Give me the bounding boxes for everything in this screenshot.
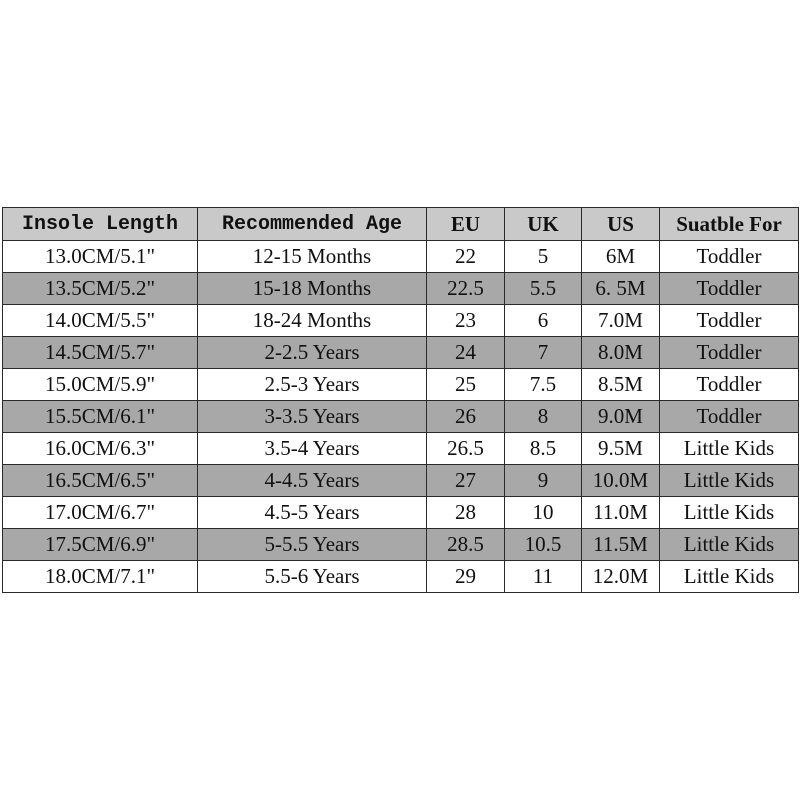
cell-insole-length: 17.5CM/6.9"	[3, 529, 198, 561]
cell-uk: 5	[505, 241, 582, 273]
cell-us: 6M	[582, 241, 660, 273]
header-insole-length: Insole Length	[3, 208, 198, 241]
cell-recommended-age: 18-24 Months	[198, 305, 427, 337]
table-row	[3, 465, 799, 497]
cell-uk: 7	[505, 337, 582, 369]
cell-eu: 22.5	[427, 273, 505, 305]
cell-us: 8.0M	[582, 337, 660, 369]
cell-eu: 28.5	[427, 529, 505, 561]
table-row	[3, 337, 799, 369]
cell-recommended-age: 4-4.5 Years	[198, 465, 427, 497]
cell-suitable-for: Toddler	[660, 401, 799, 433]
cell-recommended-age: 5.5-6 Years	[198, 561, 427, 593]
cell-suitable-for: Little Kids	[660, 465, 799, 497]
header-row	[3, 208, 799, 241]
table-row	[3, 401, 799, 433]
header-recommended-age: Recommended Age	[198, 208, 427, 241]
cell-us: 12.0M	[582, 561, 660, 593]
cell-recommended-age: 2.5-3 Years	[198, 369, 427, 401]
table-row	[3, 241, 799, 273]
cell-insole-length: 14.5CM/5.7"	[3, 337, 198, 369]
cell-suitable-for: Toddler	[660, 273, 799, 305]
cell-recommended-age: 3.5-4 Years	[198, 433, 427, 465]
cell-recommended-age: 15-18 Months	[198, 273, 427, 305]
cell-eu: 27	[427, 465, 505, 497]
cell-insole-length: 16.5CM/6.5"	[3, 465, 198, 497]
header-suitable-for: Suatble For	[660, 208, 799, 241]
cell-uk: 5.5	[505, 273, 582, 305]
cell-suitable-for: Little Kids	[660, 529, 799, 561]
cell-us: 6. 5M	[582, 273, 660, 305]
cell-recommended-age: 12-15 Months	[198, 241, 427, 273]
cell-eu: 23	[427, 305, 505, 337]
cell-eu: 25	[427, 369, 505, 401]
cell-insole-length: 13.5CM/5.2"	[3, 273, 198, 305]
cell-insole-length: 13.0CM/5.1"	[3, 241, 198, 273]
cell-recommended-age: 4.5-5 Years	[198, 497, 427, 529]
cell-suitable-for: Little Kids	[660, 561, 799, 593]
cell-suitable-for: Toddler	[660, 241, 799, 273]
cell-insole-length: 16.0CM/6.3"	[3, 433, 198, 465]
cell-uk: 6	[505, 305, 582, 337]
cell-uk: 7.5	[505, 369, 582, 401]
table-row	[3, 273, 799, 305]
cell-insole-length: 15.5CM/6.1"	[3, 401, 198, 433]
table-row	[3, 369, 799, 401]
cell-eu: 26.5	[427, 433, 505, 465]
header-us: US	[582, 208, 660, 241]
cell-insole-length: 17.0CM/6.7"	[3, 497, 198, 529]
cell-us: 7.0M	[582, 305, 660, 337]
header-uk: UK	[505, 208, 582, 241]
cell-suitable-for: Toddler	[660, 369, 799, 401]
cell-uk: 8	[505, 401, 582, 433]
table-row	[3, 433, 799, 465]
cell-recommended-age: 5-5.5 Years	[198, 529, 427, 561]
cell-uk: 10.5	[505, 529, 582, 561]
cell-suitable-for: Toddler	[660, 337, 799, 369]
cell-eu: 26	[427, 401, 505, 433]
cell-eu: 22	[427, 241, 505, 273]
cell-recommended-age: 3-3.5 Years	[198, 401, 427, 433]
cell-suitable-for: Little Kids	[660, 497, 799, 529]
cell-uk: 8.5	[505, 433, 582, 465]
cell-us: 9.5M	[582, 433, 660, 465]
cell-eu: 24	[427, 337, 505, 369]
cell-suitable-for: Little Kids	[660, 433, 799, 465]
table-row	[3, 529, 799, 561]
header-eu: EU	[427, 208, 505, 241]
cell-insole-length: 15.0CM/5.9"	[3, 369, 198, 401]
cell-uk: 10	[505, 497, 582, 529]
cell-us: 10.0M	[582, 465, 660, 497]
cell-uk: 9	[505, 465, 582, 497]
cell-us: 11.5M	[582, 529, 660, 561]
cell-insole-length: 18.0CM/7.1"	[3, 561, 198, 593]
cell-us: 9.0M	[582, 401, 660, 433]
cell-uk: 11	[505, 561, 582, 593]
cell-eu: 28	[427, 497, 505, 529]
cell-us: 8.5M	[582, 369, 660, 401]
size-chart-table	[2, 207, 799, 593]
table-row	[3, 497, 799, 529]
table-row	[3, 561, 799, 593]
table-row	[3, 305, 799, 337]
cell-insole-length: 14.0CM/5.5"	[3, 305, 198, 337]
cell-suitable-for: Toddler	[660, 305, 799, 337]
cell-us: 11.0M	[582, 497, 660, 529]
cell-recommended-age: 2-2.5 Years	[198, 337, 427, 369]
cell-eu: 29	[427, 561, 505, 593]
